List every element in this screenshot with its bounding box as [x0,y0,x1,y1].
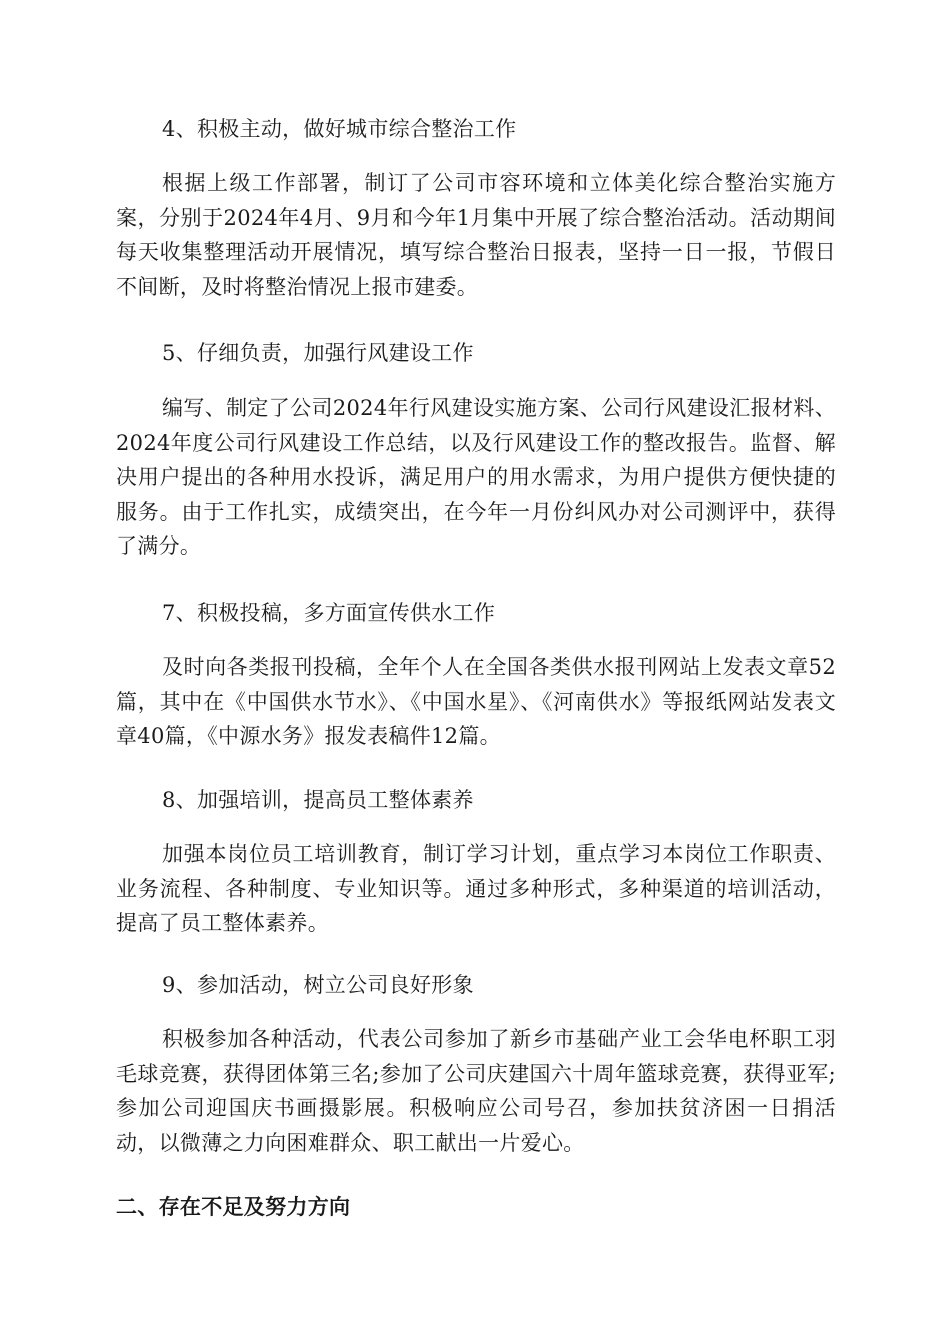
item-paragraph-4: 根据上级工作部署，制订了公司市容环境和立体美化综合整治实施方案，分别于2024年4月、9月和今年1月集中开展了综合整治活动。活动期间每天收集整理活动开展情况，填写综合整治日报表，坚持一日一报，节假日不间断，及时将整治情况上报市建委。 [116,171,836,299]
item-heading-7: 7、积极投稿，多方面宣传供水工作 [162,601,496,625]
item-paragraph-9: 积极参加各种活动，代表公司参加了新乡市基础产业工会华电杯职工羽毛球竞赛，获得团体第三名;参加了公司庆建国六十周年篮球竞赛，获得亚军;参加公司迎国庆书画摄影展。积极响应公司号召，参加扶贫济困一日捐活动，以微薄之力向困难群众、职工献出一片爱心。 [116,1027,836,1155]
item-heading-5: 5、仔细负责，加强行风建设工作 [162,341,474,365]
section-heading-2: 二、存在不足及努力方向 [116,1194,351,1219]
item-paragraph-8: 加强本岗位员工培训教育，制订学习计划，重点学习本岗位工作职责、业务流程、各种制度、专业知识等。通过多种形式，多种渠道的培训活动，提高了员工整体素养。 [116,842,836,935]
item-heading-8: 8、加强培训，提高员工整体素养 [162,788,474,812]
item-paragraph-7: 及时向各类报刊投稿，全年个人在全国各类供水报刊网站上发表文章52篇，其中在《中国供水节水》、《中国水星》、《河南供水》等报纸网站发表文章40篇，《中源水务》报发表稿件12篇。 [116,655,836,748]
item-paragraph-5: 编写、制定了公司2024年行风建设实施方案、公司行风建设汇报材料、2024年度公司行风建设工作总结，以及行风建设工作的整改报告。监督、解决用户提出的各种用水投诉，满足用户的用水需求，为用户提供方便快捷的服务。由于工作扎实，成绩突出，在今年一月份纠风办对公司测评中，获得了满分。 [116,396,836,558]
item-heading-9: 9、参加活动，树立公司良好形象 [162,973,474,997]
item-heading-4: 4、积极主动，做好城市综合整治工作 [162,117,517,141]
